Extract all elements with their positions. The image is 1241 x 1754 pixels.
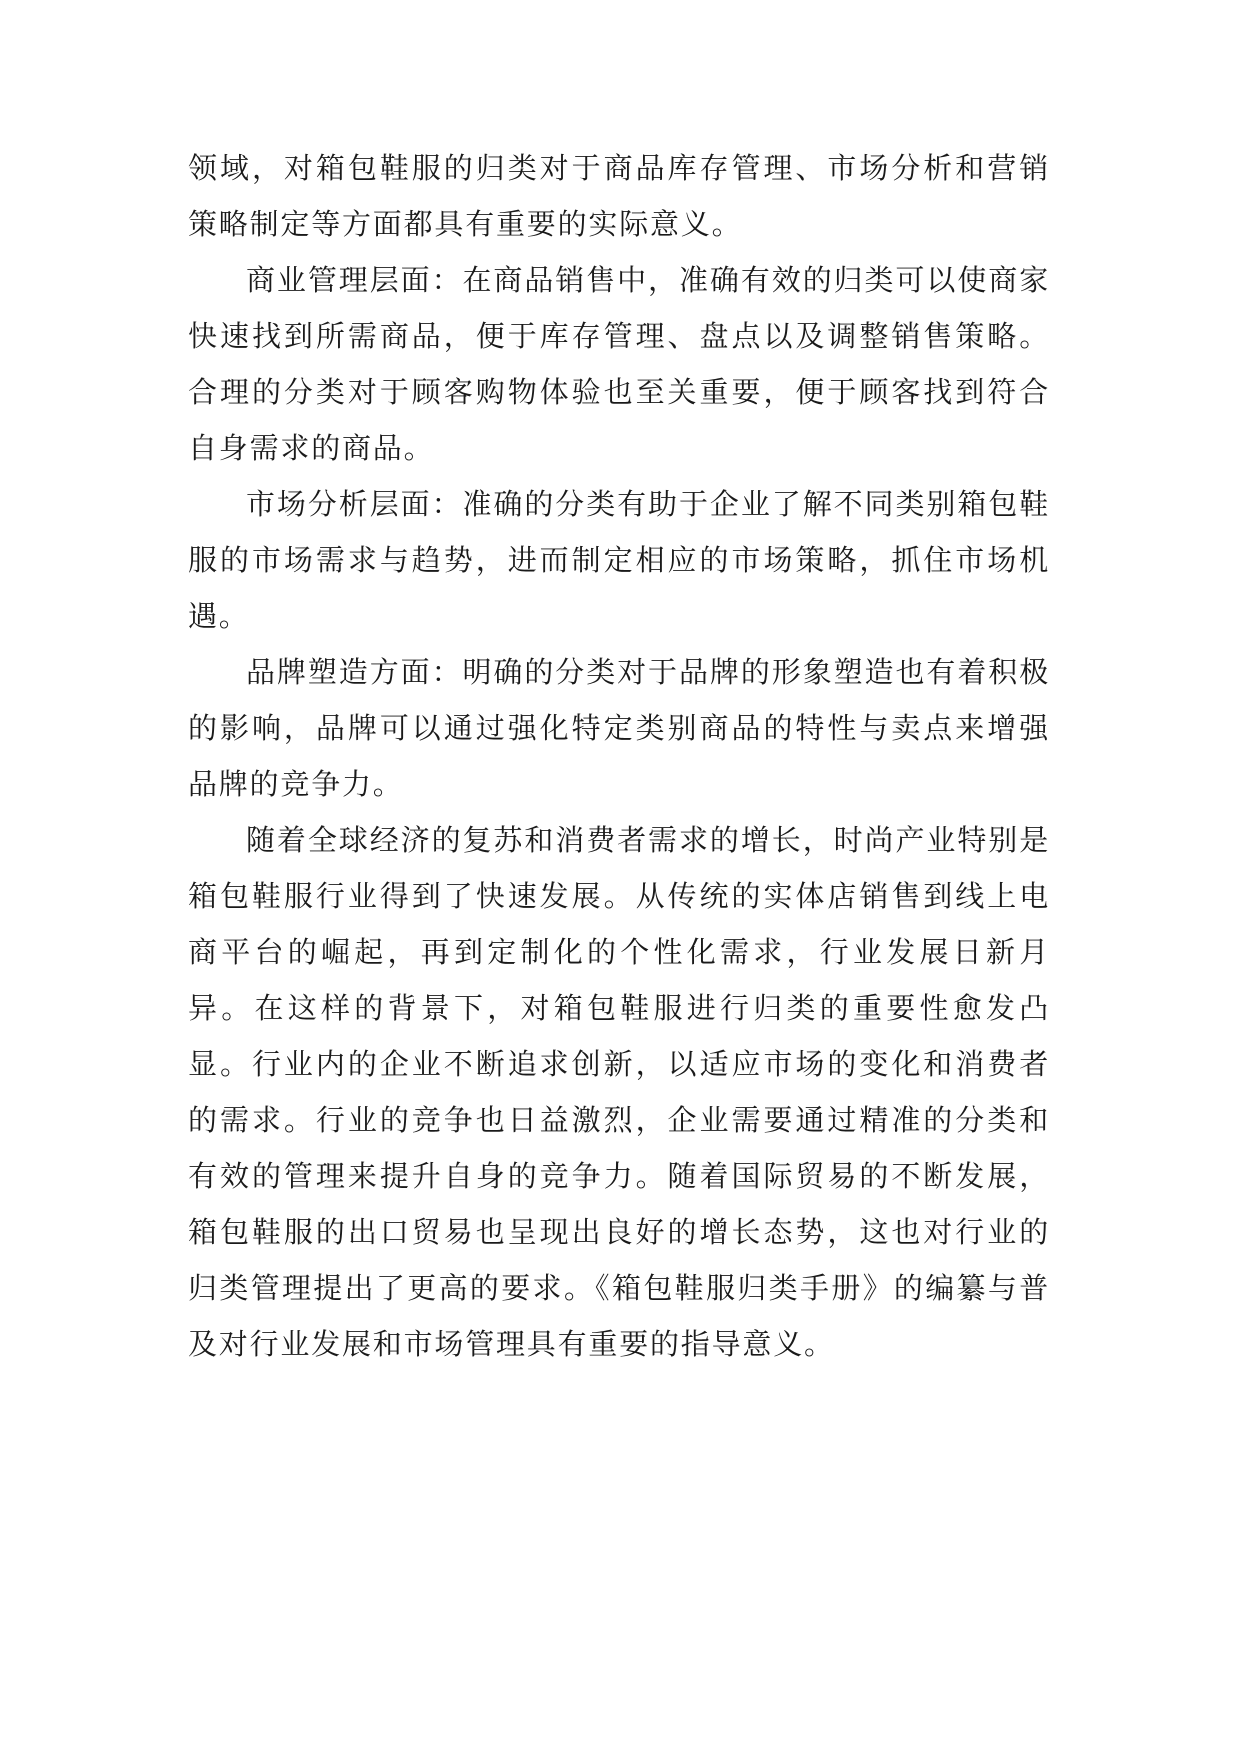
paragraph-continuation: 领域，对箱包鞋服的归类对于商品库存管理、市场分析和营销策略制定等方面都具有重要的实际意义。 — [188, 151, 1050, 241]
paragraph-market-analysis: 市场分析层面：准确的分类有助于企业了解不同类别箱包鞋服的市场需求与趋势，进而制定相应的市场策略，抓住市场机遇。 — [188, 487, 1050, 633]
paragraph-brand-building: 品牌塑造方面：明确的分类对于品牌的形象塑造也有着积极的影响，品牌可以通过强化特定类别商品的特性与卖点来增强品牌的竞争力。 — [188, 655, 1050, 801]
body-text — [188, 140, 1050, 1372]
paragraph-business-management: 商业管理层面：在商品销售中，准确有效的归类可以使商家快速找到所需商品，便于库存管理、盘点以及调整销售策略。合理的分类对于顾客购物体验也至关重要，便于顾客找到符合自身需求的商品。 — [188, 263, 1050, 465]
paragraph-industry-development: 随着全球经济的复苏和消费者需求的增长，时尚产业特别是箱包鞋服行业得到了快速发展。从传统的实体店销售到线上电商平台的崛起，再到定制化的个性化需求，行业发展日新月异。在这样的背景下，对箱包鞋服进行归类的重要性愈发凸显。行业内的企业不断追求创新，以适应市场的变化和消费者的需求。行业的竞争也日益激烈，企业需要通过精准的分类和有效的管理来提升自身的竞争力。随着国际贸易的不断发展，箱包鞋服的出口贸易也呈现出良好的增长态势，这也对行业的归类管理提出了更高的要求。《箱包鞋服归类手册》的编纂与普及对行业发展和市场管理具有重要的指导意义。 — [188, 823, 1050, 1361]
